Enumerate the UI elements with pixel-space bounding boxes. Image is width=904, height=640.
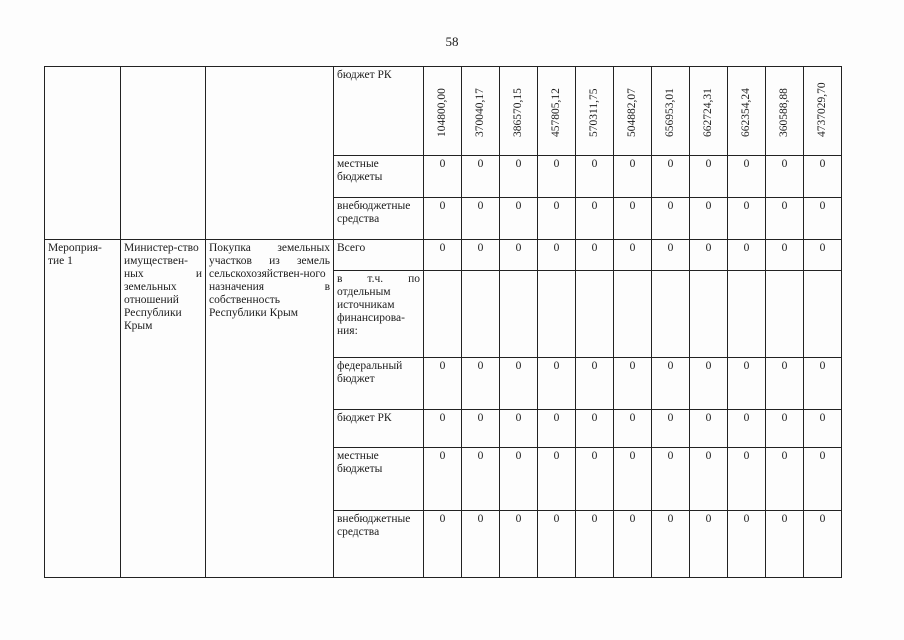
amount-cell: 104800,00 bbox=[424, 67, 462, 156]
amount-cell: 504882,07 bbox=[614, 67, 652, 156]
amount-cell: 0 bbox=[614, 198, 652, 240]
amount-cell: 457805,12 bbox=[538, 67, 576, 156]
event-name-cell: Мероприя-тие 1 bbox=[45, 240, 121, 578]
amount-cell bbox=[614, 271, 652, 358]
amount-cell bbox=[728, 271, 766, 358]
amount-cell: 0 bbox=[538, 156, 576, 198]
amount-cell: 4737029,70 bbox=[804, 67, 842, 156]
amount-cell bbox=[804, 271, 842, 358]
amount-cell bbox=[462, 271, 500, 358]
amount-cell: 0 bbox=[690, 511, 728, 578]
amount-cell: 0 bbox=[462, 358, 500, 410]
amount-cell: 0 bbox=[804, 511, 842, 578]
amount-cell: 0 bbox=[538, 198, 576, 240]
amount-cell: 0 bbox=[652, 511, 690, 578]
amount-cell: 0 bbox=[462, 156, 500, 198]
blank-executor-cell bbox=[121, 67, 206, 240]
amount-cell: 0 bbox=[424, 511, 462, 578]
amount-cell: 0 bbox=[500, 358, 538, 410]
amount-cell: 0 bbox=[614, 511, 652, 578]
table-row bbox=[45, 67, 842, 156]
amount-cell: 0 bbox=[652, 448, 690, 511]
amount-cell: 0 bbox=[690, 410, 728, 448]
amount-cell: 370040,17 bbox=[462, 67, 500, 156]
amount-cell: 0 bbox=[728, 448, 766, 511]
amount-cell: 0 bbox=[690, 358, 728, 410]
amount-cell: 0 bbox=[766, 198, 804, 240]
amount-cell bbox=[690, 271, 728, 358]
amount-cell: 0 bbox=[500, 156, 538, 198]
amount-cell: 0 bbox=[728, 156, 766, 198]
amount-cell: 0 bbox=[576, 156, 614, 198]
amount-cell: 0 bbox=[424, 358, 462, 410]
amount-cell: 0 bbox=[500, 240, 538, 271]
amount-cell bbox=[652, 271, 690, 358]
amount-cell: 0 bbox=[538, 410, 576, 448]
amount-cell: 0 bbox=[462, 448, 500, 511]
amount-cell: 0 bbox=[614, 358, 652, 410]
amount-cell: 0 bbox=[424, 198, 462, 240]
amount-cell: 0 bbox=[804, 448, 842, 511]
amount-cell bbox=[766, 271, 804, 358]
amount-cell: 0 bbox=[766, 358, 804, 410]
amount-cell: 0 bbox=[652, 410, 690, 448]
amount-cell: 0 bbox=[690, 198, 728, 240]
amount-cell: 0 bbox=[424, 410, 462, 448]
amount-cell: 0 bbox=[690, 156, 728, 198]
source-label: внебюджетные средства bbox=[334, 511, 424, 578]
amount-cell: 0 bbox=[614, 156, 652, 198]
amount-cell: 662724,31 bbox=[690, 67, 728, 156]
amount-cell: 0 bbox=[690, 448, 728, 511]
amount-cell bbox=[500, 271, 538, 358]
amount-cell bbox=[576, 271, 614, 358]
amount-cell: 570311,75 bbox=[576, 67, 614, 156]
amount-cell: 0 bbox=[766, 240, 804, 271]
amount-cell: 0 bbox=[576, 358, 614, 410]
amount-cell: 0 bbox=[462, 511, 500, 578]
table-row bbox=[45, 240, 842, 271]
blank-description-cell bbox=[206, 67, 334, 240]
amount-cell: 360588,88 bbox=[766, 67, 804, 156]
amount-cell: 386570,15 bbox=[500, 67, 538, 156]
amount-cell: 0 bbox=[576, 511, 614, 578]
amount-cell: 0 bbox=[766, 448, 804, 511]
amount-cell: 0 bbox=[576, 410, 614, 448]
amount-cell: 0 bbox=[424, 240, 462, 271]
amount-cell: 0 bbox=[766, 410, 804, 448]
amount-cell: 0 bbox=[462, 198, 500, 240]
amount-cell: 0 bbox=[690, 240, 728, 271]
executor-cell: Министер-ство имуществен-ных и земельных отношений Республики Крым bbox=[121, 240, 206, 578]
source-label: местные бюджеты bbox=[334, 448, 424, 511]
amount-cell bbox=[538, 271, 576, 358]
amount-cell: 0 bbox=[652, 198, 690, 240]
source-label: Всего bbox=[334, 240, 424, 271]
source-label: внебюджетные средства bbox=[334, 198, 424, 240]
amount-cell: 0 bbox=[804, 410, 842, 448]
amount-cell: 0 bbox=[614, 410, 652, 448]
amount-cell: 0 bbox=[500, 410, 538, 448]
amount-cell: 0 bbox=[614, 448, 652, 511]
amount-cell: 662354,24 bbox=[728, 67, 766, 156]
description-cell: Покупка земельных участков из земель сельскохозяйствен-ного назначения в собственность Республики Крым bbox=[206, 240, 334, 578]
amount-cell: 0 bbox=[804, 156, 842, 198]
amount-cell: 0 bbox=[500, 448, 538, 511]
financing-table bbox=[44, 66, 842, 578]
amount-cell: 0 bbox=[424, 156, 462, 198]
amount-cell: 0 bbox=[652, 156, 690, 198]
amount-cell: 0 bbox=[538, 358, 576, 410]
source-label: бюджет РК bbox=[334, 410, 424, 448]
amount-cell: 0 bbox=[804, 358, 842, 410]
amount-cell: 0 bbox=[424, 448, 462, 511]
amount-cell: 0 bbox=[804, 240, 842, 271]
amount-cell: 0 bbox=[538, 448, 576, 511]
amount-cell: 0 bbox=[538, 240, 576, 271]
source-label: федеральный бюджет bbox=[334, 358, 424, 410]
source-label: в т.ч. по отдельным источникам финансирова-ния: bbox=[334, 271, 424, 358]
amount-cell: 0 bbox=[576, 198, 614, 240]
amount-cell: 0 bbox=[500, 511, 538, 578]
amount-cell: 0 bbox=[576, 448, 614, 511]
amount-cell: 0 bbox=[462, 240, 500, 271]
amount-cell: 0 bbox=[728, 511, 766, 578]
amount-cell: 0 bbox=[728, 410, 766, 448]
amount-cell: 0 bbox=[728, 358, 766, 410]
source-label: бюджет РК bbox=[334, 67, 424, 156]
amount-cell: 0 bbox=[728, 198, 766, 240]
amount-cell: 0 bbox=[652, 358, 690, 410]
amount-cell: 0 bbox=[500, 198, 538, 240]
page-number: 58 bbox=[445, 34, 459, 49]
amount-cell: 0 bbox=[766, 511, 804, 578]
amount-cell: 656953,01 bbox=[652, 67, 690, 156]
amount-cell: 0 bbox=[766, 156, 804, 198]
blank-event-cell bbox=[45, 67, 121, 240]
amount-cell: 0 bbox=[538, 511, 576, 578]
amount-cell: 0 bbox=[804, 198, 842, 240]
amount-cell: 0 bbox=[614, 240, 652, 271]
amount-cell: 0 bbox=[652, 240, 690, 271]
amount-cell: 0 bbox=[576, 240, 614, 271]
amount-cell: 0 bbox=[728, 240, 766, 271]
source-label: местные бюджеты bbox=[334, 156, 424, 198]
amount-cell: 0 bbox=[462, 410, 500, 448]
amount-cell bbox=[424, 271, 462, 358]
